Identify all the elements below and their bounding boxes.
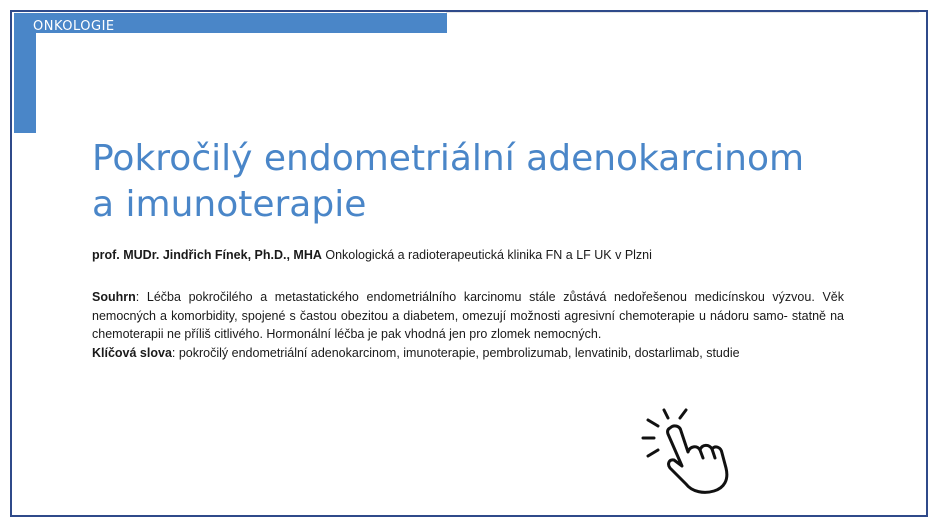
summary-paragraph: Souhrn: Léčba pokročilého a metastatického endometriálního karcinomu stále zůstává nedořešenou medicínskou výzvou. Věk nemocných a komorbidity, spojené s častou obezitou a diabetem, omezují možnosti agresivní chemoterapie u nádoru samo- statně na chemoterapii ne příliš citlivého. Hormonální léčba je pak vhodná jen pro zlomek nemocných. [92,290,845,341]
article-title-line-2: a imunoterapie [92,184,367,225]
top-divider [446,12,919,13]
article-title-line-1: Pokročilý endometriální adenokarcinom [92,138,805,179]
article-title [92,136,872,228]
summary-label: Souhrn [92,290,136,304]
keywords-text: pokročilý endometriální adenokarcinom, imunoterapie, pembrolizumab, lenvatinib, dostarlimab, studie [178,345,740,360]
keywords-label: Klíčová slova [92,345,172,360]
page-frame [10,10,928,517]
section-label: ONKOLOGIE [33,19,115,34]
keywords-paragraph: Klíčová slova: pokročilý endometriální adenokarcinom, imunoterapie, pembrolizumab, lenvatinib, dostarlimab, studie [92,345,740,360]
author-line [92,247,652,263]
author-affiliation: Onkologická a radioterapeutická klinika FN a LF UK v Plzni [325,248,652,262]
tap-hand-icon[interactable] [640,408,732,494]
summary-text: Léčba pokročilého a metastatického endometriálního karcinomu stále zůstává nedořešenou medicínskou výzvou. Věk nemocných a komorbidity, spojené s častou obezitou a diabetem, omezují možnosti agresivní chemoterapie u nádoru samo- statně na chemoterapii ne příliš citlivého. Hormonální léčba je pak vhodná jen pro zlomek nemocných. [92,290,845,341]
author-name: prof. MUDr. Jindřich Fínek, Ph.D., MHA [92,248,322,262]
abstract [92,288,844,362]
